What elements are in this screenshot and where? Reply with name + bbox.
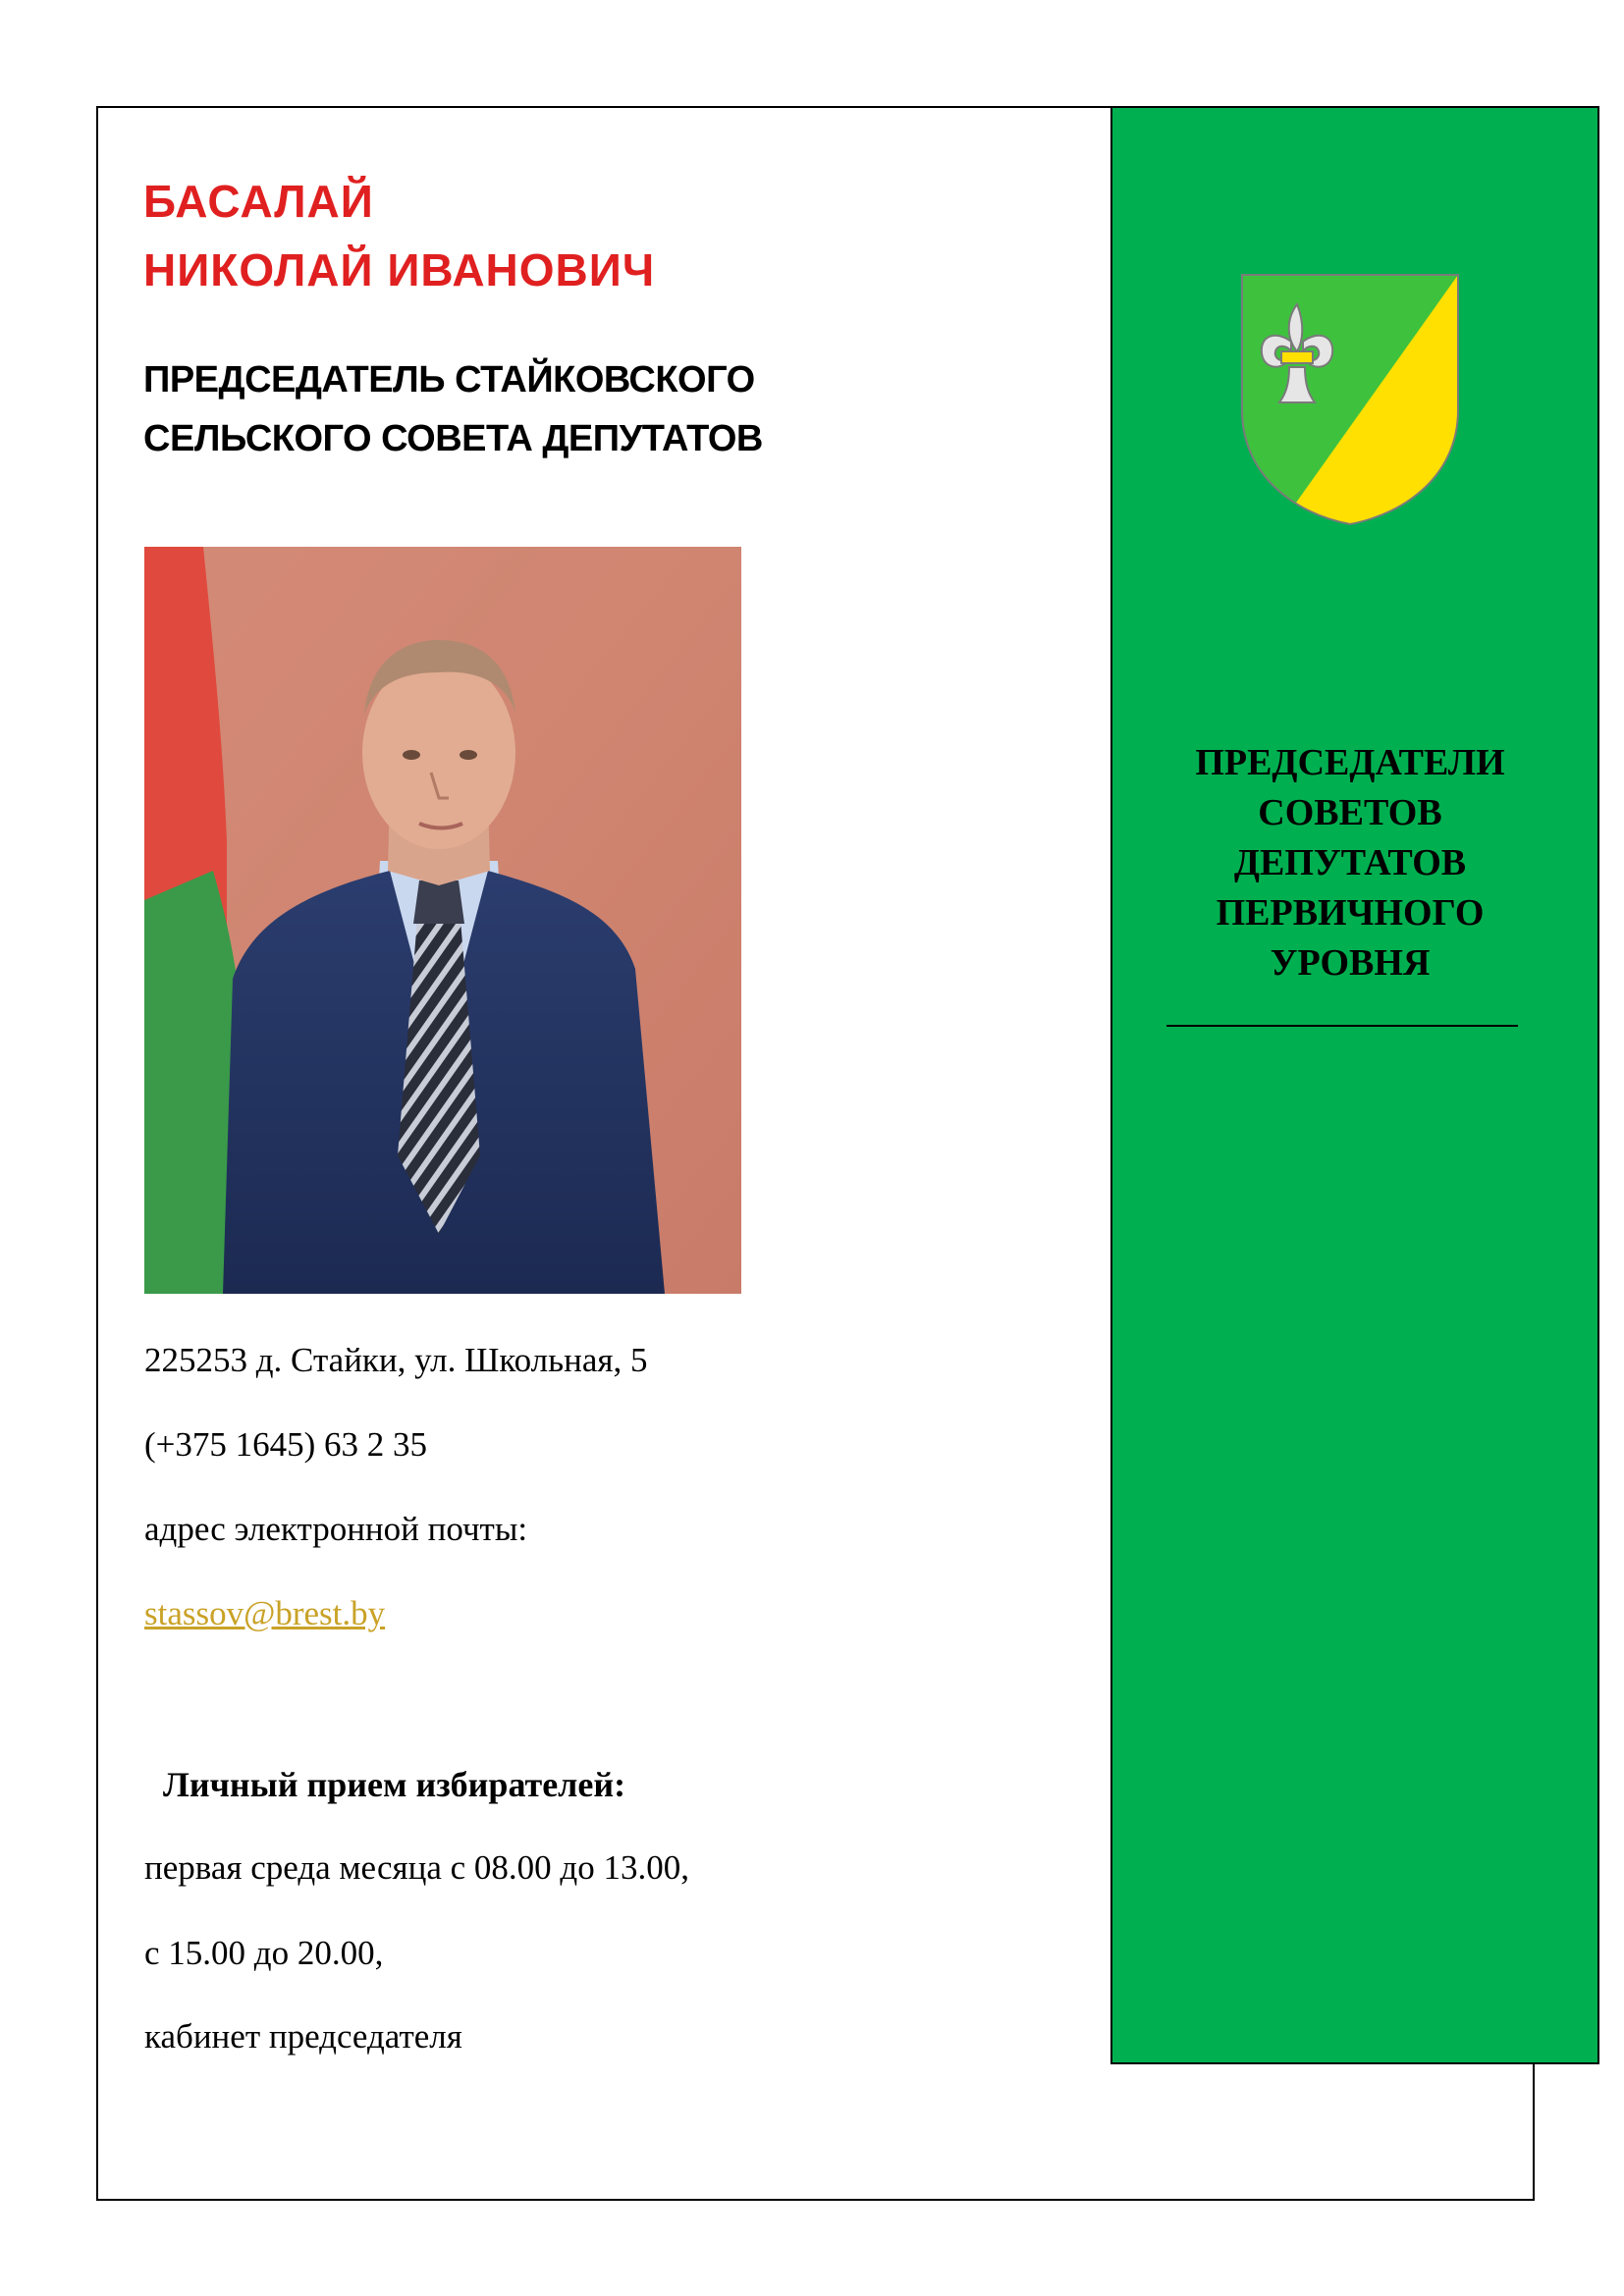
reception-schedule-line: первая среда месяца с 08.00 до 13.00, bbox=[144, 1848, 689, 1887]
side-title-line: ПРЕДСЕДАТЕЛИ bbox=[1195, 742, 1505, 783]
email-link[interactable]: stassov@brest.by bbox=[144, 1594, 386, 1632]
side-title-line: ДЕПУТАТОВ bbox=[1233, 842, 1467, 883]
side-panel-divider bbox=[1166, 1025, 1518, 1027]
person-position bbox=[143, 350, 1076, 468]
position-line: СЕЛЬСКОГО СОВЕТА ДЕПУТАТОВ bbox=[143, 418, 763, 459]
address-text: 225253 д. Стайки, ул. Школьная, 5 bbox=[144, 1341, 648, 1379]
side-title-line: УРОВНЯ bbox=[1270, 942, 1431, 984]
side-panel-title bbox=[1139, 738, 1561, 988]
side-title-line: ПЕРВИЧНОГО bbox=[1216, 892, 1485, 934]
email-label: адрес электронной почты: bbox=[144, 1510, 528, 1548]
reception-schedule-line: с 15.00 до 20.00, bbox=[144, 1934, 384, 1972]
position-line: ПРЕДСЕДАТЕЛЬ СТАЙКОВСКОГО bbox=[143, 359, 755, 400]
phone-text: (+375 1645) 63 2 35 bbox=[144, 1425, 428, 1464]
side-title-line: СОВЕТОВ bbox=[1258, 792, 1442, 833]
reception-title: Личный прием избирателей: bbox=[163, 1765, 626, 1804]
coat-of-arms-icon bbox=[1240, 273, 1460, 526]
reception-location: кабинет председателя bbox=[144, 2017, 462, 2056]
person-name bbox=[143, 167, 1076, 304]
person-surname: БАСАЛАЙ bbox=[143, 176, 374, 227]
person-given-names: НИКОЛАЙ ИВАНОВИЧ bbox=[143, 244, 656, 295]
portrait-photo bbox=[144, 547, 741, 1294]
